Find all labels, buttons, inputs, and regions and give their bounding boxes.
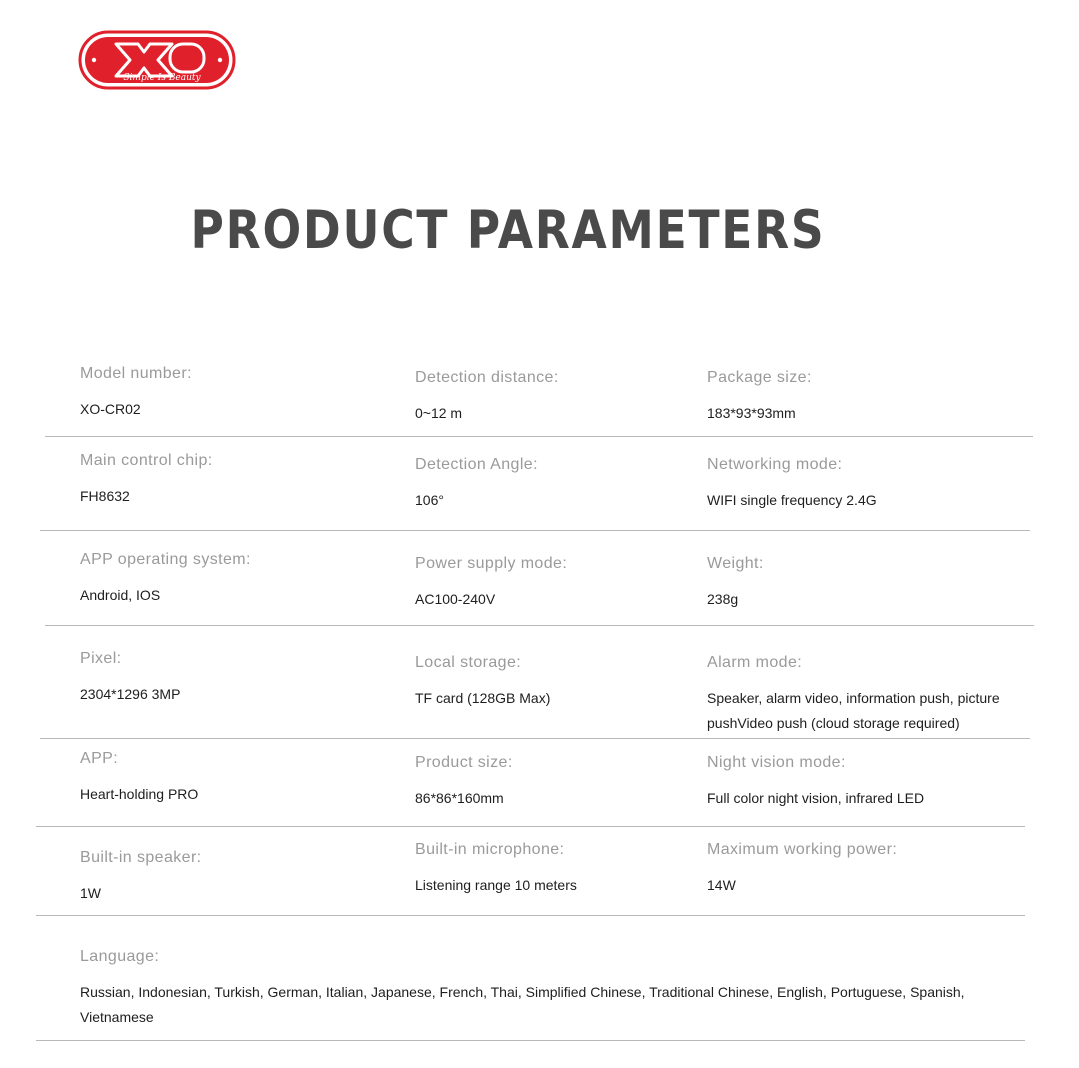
param-power-supply-mode	[415, 555, 695, 612]
param-value: Listening range 10 meters	[415, 877, 577, 893]
param-value: FH8632	[80, 488, 130, 504]
param-pixel	[80, 650, 380, 707]
param-value: TF card (128GB Max)	[415, 690, 551, 706]
param-label: Main control chip:	[80, 452, 213, 469]
param-value: Android, IOS	[80, 587, 161, 603]
param-value: XO-CR02	[80, 401, 141, 417]
brand-logo	[78, 30, 236, 90]
param-language	[80, 948, 1030, 1030]
row-divider	[45, 436, 1033, 437]
param-label: Detection distance:	[415, 369, 559, 386]
param-value: WIFI single frequency 2.4G	[707, 492, 877, 508]
param-value: Heart-holding PRO	[80, 786, 199, 802]
param-detection-angle	[415, 456, 695, 513]
param-networking-mode	[707, 456, 1047, 513]
param-label: Networking mode:	[707, 456, 843, 473]
param-app-operating-system	[80, 551, 380, 608]
param-value: 2304*1296 3MP	[80, 686, 181, 702]
param-alarm-mode	[707, 654, 1052, 736]
param-local-storage	[415, 654, 695, 711]
param-maximum-working-power	[707, 841, 1047, 898]
param-value: 86*86*160mm	[415, 790, 504, 806]
param-value: 14W	[707, 877, 736, 893]
param-label: Detection Angle:	[415, 456, 538, 473]
row-divider	[36, 1040, 1025, 1041]
param-weight	[707, 555, 1047, 612]
param-label: Built-in microphone:	[415, 841, 565, 858]
param-label: APP operating system:	[80, 551, 251, 568]
param-value: Speaker, alarm video, information push, picture pushVideo push (cloud storage required)	[707, 690, 1000, 731]
param-built-in-microphone	[415, 841, 695, 898]
param-package-size	[707, 369, 1047, 426]
page-title: PRODUCT PARAMETERS	[190, 200, 826, 261]
row-divider	[36, 915, 1025, 916]
row-divider	[40, 530, 1030, 531]
param-value: Russian, Indonesian, Turkish, German, Italian, Japanese, French, Thai, Simplified Chinese, Traditional Chinese, English, Portuguese, Spanish, Vietnamese	[80, 984, 965, 1025]
param-night-vision-mode	[707, 754, 1047, 811]
param-label: Local storage:	[415, 654, 522, 671]
param-product-size	[415, 754, 695, 811]
param-label: Weight:	[707, 555, 764, 572]
param-model-number	[80, 365, 380, 422]
param-value: 0~12 m	[415, 405, 463, 421]
param-value: 106°	[415, 492, 444, 508]
param-label: Maximum working power:	[707, 841, 898, 858]
row-divider	[45, 625, 1034, 626]
param-app	[80, 750, 380, 807]
param-detection-distance	[415, 369, 695, 426]
param-value: 238g	[707, 591, 739, 607]
param-label: Package size:	[707, 369, 812, 386]
param-label: Power supply mode:	[415, 555, 568, 572]
svg-text:Simple Is Beauty: Simple Is Beauty	[123, 73, 201, 83]
param-label: Language:	[80, 948, 160, 965]
param-main-control-chip	[80, 452, 380, 509]
param-label: Alarm mode:	[707, 654, 803, 671]
param-value: AC100-240V	[415, 591, 496, 607]
param-label: Pixel:	[80, 650, 122, 667]
param-label: Product size:	[415, 754, 513, 771]
param-value: 183*93*93mm	[707, 405, 796, 421]
param-label: Night vision mode:	[707, 754, 846, 771]
row-divider	[36, 826, 1025, 827]
xo-logo-icon	[78, 30, 236, 90]
param-value: 1W	[80, 885, 101, 901]
param-value: Full color night vision, infrared LED	[707, 790, 925, 806]
param-label: Built-in speaker:	[80, 849, 202, 866]
param-label: APP:	[80, 750, 119, 767]
param-built-in-speaker	[80, 849, 380, 906]
row-divider	[40, 738, 1030, 739]
param-label: Model number:	[80, 365, 192, 382]
